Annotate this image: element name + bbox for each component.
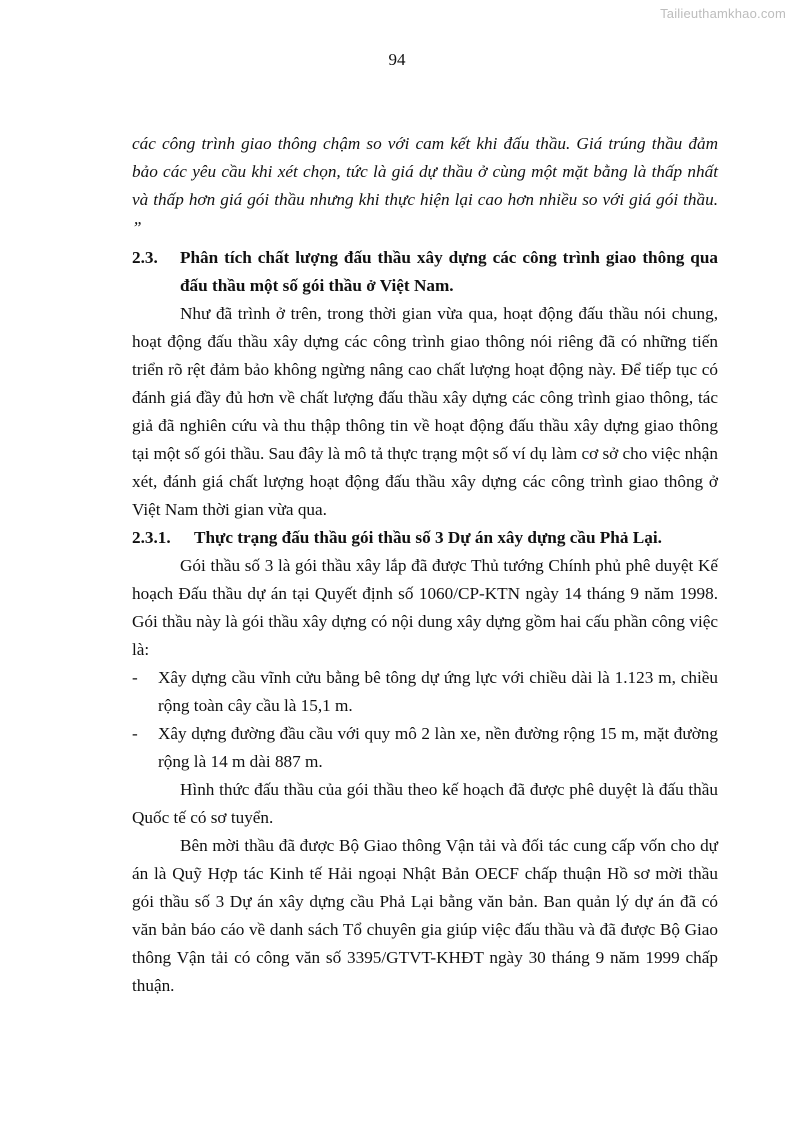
section-number: 2.3.	[132, 248, 158, 267]
approval-paragraph: Bên mời thầu đã được Bộ Giao thông Vận tải và đối tác cung cấp vốn cho dự án là Quỹ Hợp tác Kinh tế Hải ngoại Nhật Bản OECF chấp thuận Hồ sơ mời thầu gói thầu số 3 Dự án xây dựng cầu Phả Lại bằng văn bản. Ban quản lý dự án đã có văn bản báo cáo về danh sách Tổ chuyên gia giúp việc đấu thầu và đã được Bộ Giao thông Vận tải có công văn số 3395/GTVT-KHĐT ngày 30 tháng 9 năm 1999 chấp thuận.	[132, 836, 718, 995]
bidding-form-paragraph: Hình thức đấu thầu của gói thầu theo kế hoạch đã được phê duyệt là đấu thầu Quốc tế có sơ tuyển.	[132, 780, 718, 827]
section-title: Phân tích chất lượng đấu thầu xây dựng các công trình giao thông qua đấu thầu một số gói thầu ở Việt Nam.	[180, 248, 718, 295]
page-number: 94	[388, 50, 406, 69]
watermark: Tailieuthamkhao.com	[660, 6, 786, 21]
bullet-text: Xây dựng đường đầu cầu với quy mô 2 làn xe, nền đường rộng 15 m, mặt đường rộng là 14 m dài 887 m.	[158, 724, 718, 771]
section-paragraph: Như đã trình ở trên, trong thời gian vừa qua, hoạt động đấu thầu nói chung, hoạt động đấu thầu xây dựng các công trình giao thông nói riêng đã có những tiến triển rõ rệt đảm bảo không ngừng nâng cao chất lượng hoạt động này. Để tiếp tục có đánh giá đầy đủ hơn về chất lượng đấu thầu xây dựng các công trình giao thông, tác giả đã nghiên cứu và thu thập thông tin về hoạt động đấu thầu xây dựng giao thông tại một số gói thầu. Sau đây là mô tả thực trạng một số ví dụ làm cơ sở cho việc nhận xét, đánh giá chất lượng hoạt động đấu thầu xây dựng các công trình giao thông ở Việt Nam thời gian vừa qua.	[132, 304, 718, 519]
subsection-heading	[132, 524, 718, 552]
bullet-marker: -	[132, 668, 138, 687]
quote-tail-paragraph: các công trình giao thông chậm so với cam kết khi đấu thầu. Giá trúng thầu đảm bảo các yêu cầu khi xét chọn, tức là giá dự thầu ở cùng một mặt bằng là thấp nhất và thấp hơn giá gói thầu nhưng khi thực hiện lại cao hơn nhiều so với giá gói thầu. ”	[132, 134, 718, 237]
subsection-title: Thực trạng đấu thầu gói thầu số 3 Dự án xây dựng cầu Phả Lại.	[194, 528, 662, 547]
subsection-number: 2.3.1.	[132, 528, 171, 547]
bullet-marker: -	[132, 724, 138, 743]
bullet-item	[132, 664, 718, 720]
section-heading	[132, 244, 718, 300]
bullet-text: Xây dựng cầu vĩnh cửu bằng bê tông dự ứng lực với chiều dài là 1.123 m, chiều rộng toàn cây cầu là 15,1 m.	[158, 668, 718, 715]
document-body	[132, 130, 718, 1000]
bullet-item	[132, 720, 718, 776]
subsection-intro-paragraph: Gói thầu số 3 là gói thầu xây lắp đã được Thủ tướng Chính phủ phê duyệt Kế hoạch Đấu thầu dự án tại Quyết định số 1060/CP-KTN ngày 14 tháng 9 năm 1998. Gói thầu này là gói thầu xây dựng có nội dung xây dựng gồm hai cấu phần công việc là:	[132, 556, 718, 659]
